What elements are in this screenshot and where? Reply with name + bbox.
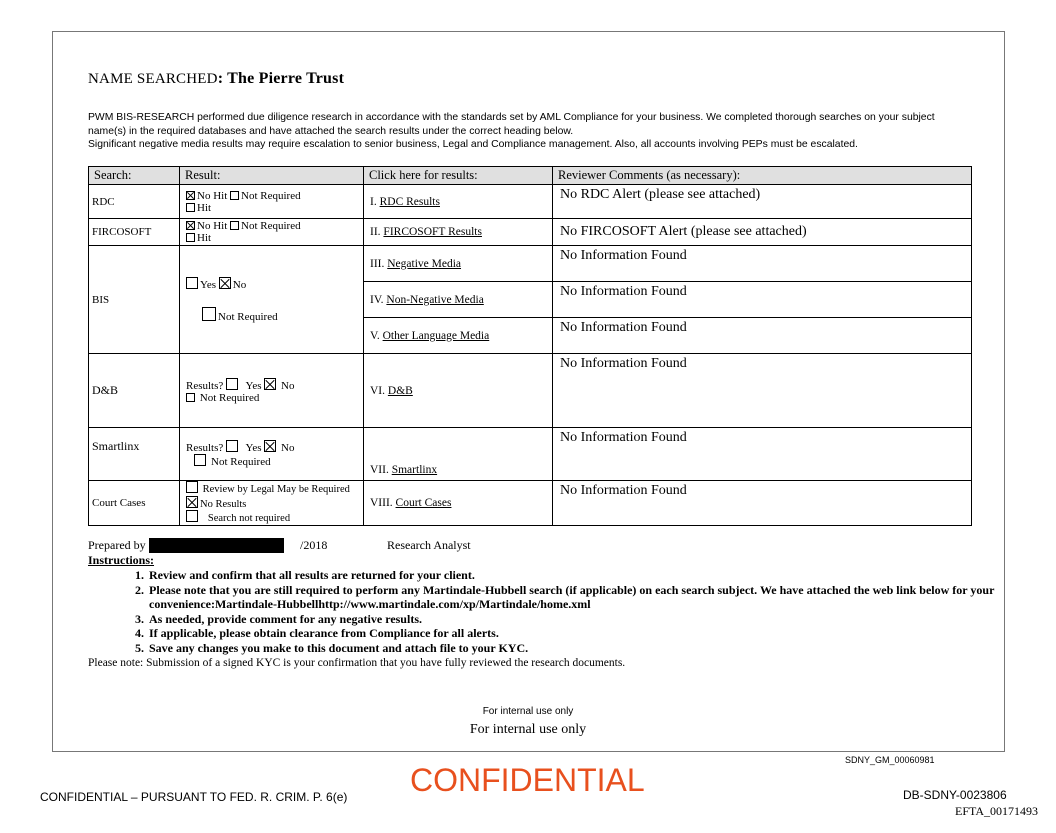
link-number: III. xyxy=(370,257,385,270)
negative-media-link[interactable]: Negative Media xyxy=(387,257,462,270)
checkbox-checked-icon[interactable] xyxy=(186,191,195,200)
checkbox-icon[interactable] xyxy=(226,378,238,390)
checkbox-icon[interactable] xyxy=(202,307,216,321)
page-title: NAME SEARCHED: The Pierre Trust xyxy=(88,70,345,87)
option-hit: Hit xyxy=(197,201,212,214)
option-review-by-legal: Review by Legal May be Required xyxy=(202,484,350,495)
comment-smartlinx: No Information Found xyxy=(553,428,972,481)
comment-negative-media: No Information Found xyxy=(553,246,972,282)
checkbox-checked-icon[interactable] xyxy=(186,496,198,508)
header-reviewer-comments: Reviewer Comments (as necessary): xyxy=(553,167,972,185)
rdc-results-link[interactable]: RDC Results xyxy=(379,195,440,208)
table-row-dnb xyxy=(89,354,972,428)
link-number: VIII. xyxy=(370,496,393,509)
checkbox-icon[interactable] xyxy=(230,191,239,200)
link-number: II. xyxy=(370,226,381,238)
comment-court-cases: No Information Found xyxy=(553,481,972,526)
search-fircosoft: FIRCOSOFT xyxy=(89,219,180,246)
checkbox-checked-icon[interactable] xyxy=(186,221,195,230)
table-row-court-cases xyxy=(89,481,972,526)
kyc-note: Please note: Submission of a signed KYC is your confirmation that you have fully reviewed the research documents. xyxy=(88,657,626,669)
link-number: IV. xyxy=(370,293,384,306)
result-fircosoft xyxy=(180,219,364,246)
header-search: Search: xyxy=(89,167,180,185)
link-number: V. xyxy=(370,329,380,342)
result-court-cases xyxy=(180,481,364,526)
name-searched-label: NAME SEARCHED xyxy=(88,71,218,87)
result-smartlinx xyxy=(180,428,364,481)
other-language-media-link[interactable]: Other Language Media xyxy=(382,329,490,342)
option-no-hit: No Hit xyxy=(197,189,228,202)
option-not-required: Not Required xyxy=(241,189,301,202)
option-no: No xyxy=(281,442,295,454)
table-row-smartlinx xyxy=(89,428,972,481)
option-yes: Yes xyxy=(200,278,217,291)
comment-fircosoft: No FIRCOSOFT Alert (please see attached) xyxy=(553,219,972,246)
table-row-rdc xyxy=(89,185,972,219)
table-header-row xyxy=(89,167,972,185)
confidential-stamp: CONFIDENTIAL xyxy=(410,762,645,798)
checkbox-checked-icon[interactable] xyxy=(264,440,276,452)
link-number: VI. xyxy=(370,384,386,397)
dnb-link[interactable]: D&B xyxy=(387,384,413,397)
internal-use-small: For internal use only xyxy=(482,706,574,717)
intro-paragraph-1: PWM BIS-RESEARCH performed due diligence research in accordance with the standards set by AML Compliance for your business. We completed thorough searches on your subject name(s) in the required databases and have attached the search results under the correct heading below. xyxy=(88,112,935,137)
instruction-item: 2. Please note that you are still required to perform any Martindale-Hubbell search (if applicable) on each search subject. We have attached the web link below for your convenience:Martindale-Hubbellhttp://www.martindale.com/xp/Martindale/home.xml xyxy=(147,583,1017,612)
option-no-results: No Results xyxy=(200,498,247,510)
bates-number-efta: EFTA_00171493 xyxy=(955,804,1039,818)
comment-dnb: No Information Found xyxy=(553,354,972,428)
checkbox-checked-icon[interactable] xyxy=(219,277,231,289)
instructions-heading: Instructions: xyxy=(88,553,155,567)
link-cell-dnb xyxy=(364,354,553,428)
option-no: No xyxy=(281,379,295,392)
header-result: Result: xyxy=(180,167,364,185)
checkbox-icon[interactable] xyxy=(230,221,239,230)
option-yes: Yes xyxy=(245,379,262,392)
header-click-results: Click here for results: xyxy=(364,167,553,185)
instruction-item: 3. As needed, provide comment for any negative results. xyxy=(147,612,1017,627)
option-not-required: Not Required xyxy=(211,456,271,468)
prepared-by-line xyxy=(88,538,688,554)
comment-rdc: No RDC Alert (please see attached) xyxy=(553,185,972,219)
checkbox-icon[interactable] xyxy=(186,393,195,402)
link-cell-rdc xyxy=(364,185,553,219)
results-label: Results? xyxy=(186,442,224,454)
search-rdc: RDC xyxy=(89,185,180,219)
instructions-list xyxy=(107,568,1017,655)
court-cases-link[interactable]: Court Cases xyxy=(395,496,452,509)
comment-other-language-media: No Information Found xyxy=(553,318,972,354)
link-cell-negative-media xyxy=(364,246,553,282)
checkbox-icon[interactable] xyxy=(186,481,198,493)
link-cell-court-cases xyxy=(364,481,553,526)
instruction-item: 4. If applicable, please obtain clearance from Compliance for all alerts. xyxy=(147,626,1017,641)
checkbox-icon[interactable] xyxy=(186,510,198,522)
search-court-cases: Court Cases xyxy=(89,481,180,526)
comment-non-negative-media: No Information Found xyxy=(553,282,972,318)
table-row-fircosoft xyxy=(89,219,972,246)
option-not-required: Not Required xyxy=(218,310,278,323)
link-cell-other-language-media xyxy=(364,318,553,354)
result-bis xyxy=(180,246,364,354)
intro-text xyxy=(88,111,968,152)
checkbox-icon[interactable] xyxy=(194,454,206,466)
non-negative-media-link[interactable]: Non-Negative Media xyxy=(386,293,484,306)
bates-number-db: DB-SDNY-0023806 xyxy=(903,788,1007,802)
prepared-by-label: Prepared by xyxy=(88,538,146,552)
name-searched-value: The Pierre Trust xyxy=(227,70,345,87)
instruction-item: 1. Review and confirm that all results are returned for your client. xyxy=(147,568,1017,583)
instruction-item: 5. Save any changes you make to this document and attach file to your KYC. xyxy=(147,641,1017,656)
smartlinx-link[interactable]: Smartlinx xyxy=(391,464,438,476)
search-bis: BIS xyxy=(89,246,180,354)
fircosoft-results-link[interactable]: FIRCOSOFT Results xyxy=(383,226,482,238)
option-not-required: Not Required xyxy=(241,220,301,232)
bates-number-sdny: SDNY_GM_00060981 xyxy=(845,755,935,765)
results-table xyxy=(88,166,972,526)
search-dnb: D&B xyxy=(89,354,180,428)
checkbox-icon[interactable] xyxy=(186,233,195,242)
option-not-required: Not Required xyxy=(199,391,260,404)
option-yes: Yes xyxy=(245,442,262,454)
internal-use-large: For internal use only xyxy=(469,722,587,737)
link-cell-fircosoft xyxy=(364,219,553,246)
option-no: No xyxy=(232,278,247,291)
result-rdc xyxy=(180,185,364,219)
prepared-date: /2018 xyxy=(300,538,328,552)
result-dnb xyxy=(180,354,364,428)
confidential-notice: CONFIDENTIAL – PURSUANT TO FED. R. CRIM. P. 6(e) xyxy=(40,790,348,804)
checkbox-icon[interactable] xyxy=(186,203,195,212)
link-number: VII. xyxy=(370,464,389,476)
intro-paragraph-2: Significant negative media results may require escalation to senior business, Legal and Compliance management. Also, all accounts involving PEPs must be escalated. xyxy=(88,139,858,150)
option-no-hit: No Hit xyxy=(197,220,228,232)
link-number: I. xyxy=(370,195,377,208)
link-cell-non-negative-media xyxy=(364,282,553,318)
checkbox-checked-icon[interactable] xyxy=(264,378,276,390)
option-search-not-required: Search not required xyxy=(207,513,291,524)
search-smartlinx: Smartlinx xyxy=(89,428,180,481)
link-cell-smartlinx xyxy=(364,428,553,481)
prepared-role: Research Analyst xyxy=(387,538,471,552)
table-row-bis-1 xyxy=(89,246,972,282)
checkbox-icon[interactable] xyxy=(186,277,198,289)
checkbox-icon[interactable] xyxy=(226,440,238,452)
redaction-bar xyxy=(149,538,284,553)
results-label: Results? xyxy=(186,379,224,392)
option-hit: Hit xyxy=(197,232,212,244)
